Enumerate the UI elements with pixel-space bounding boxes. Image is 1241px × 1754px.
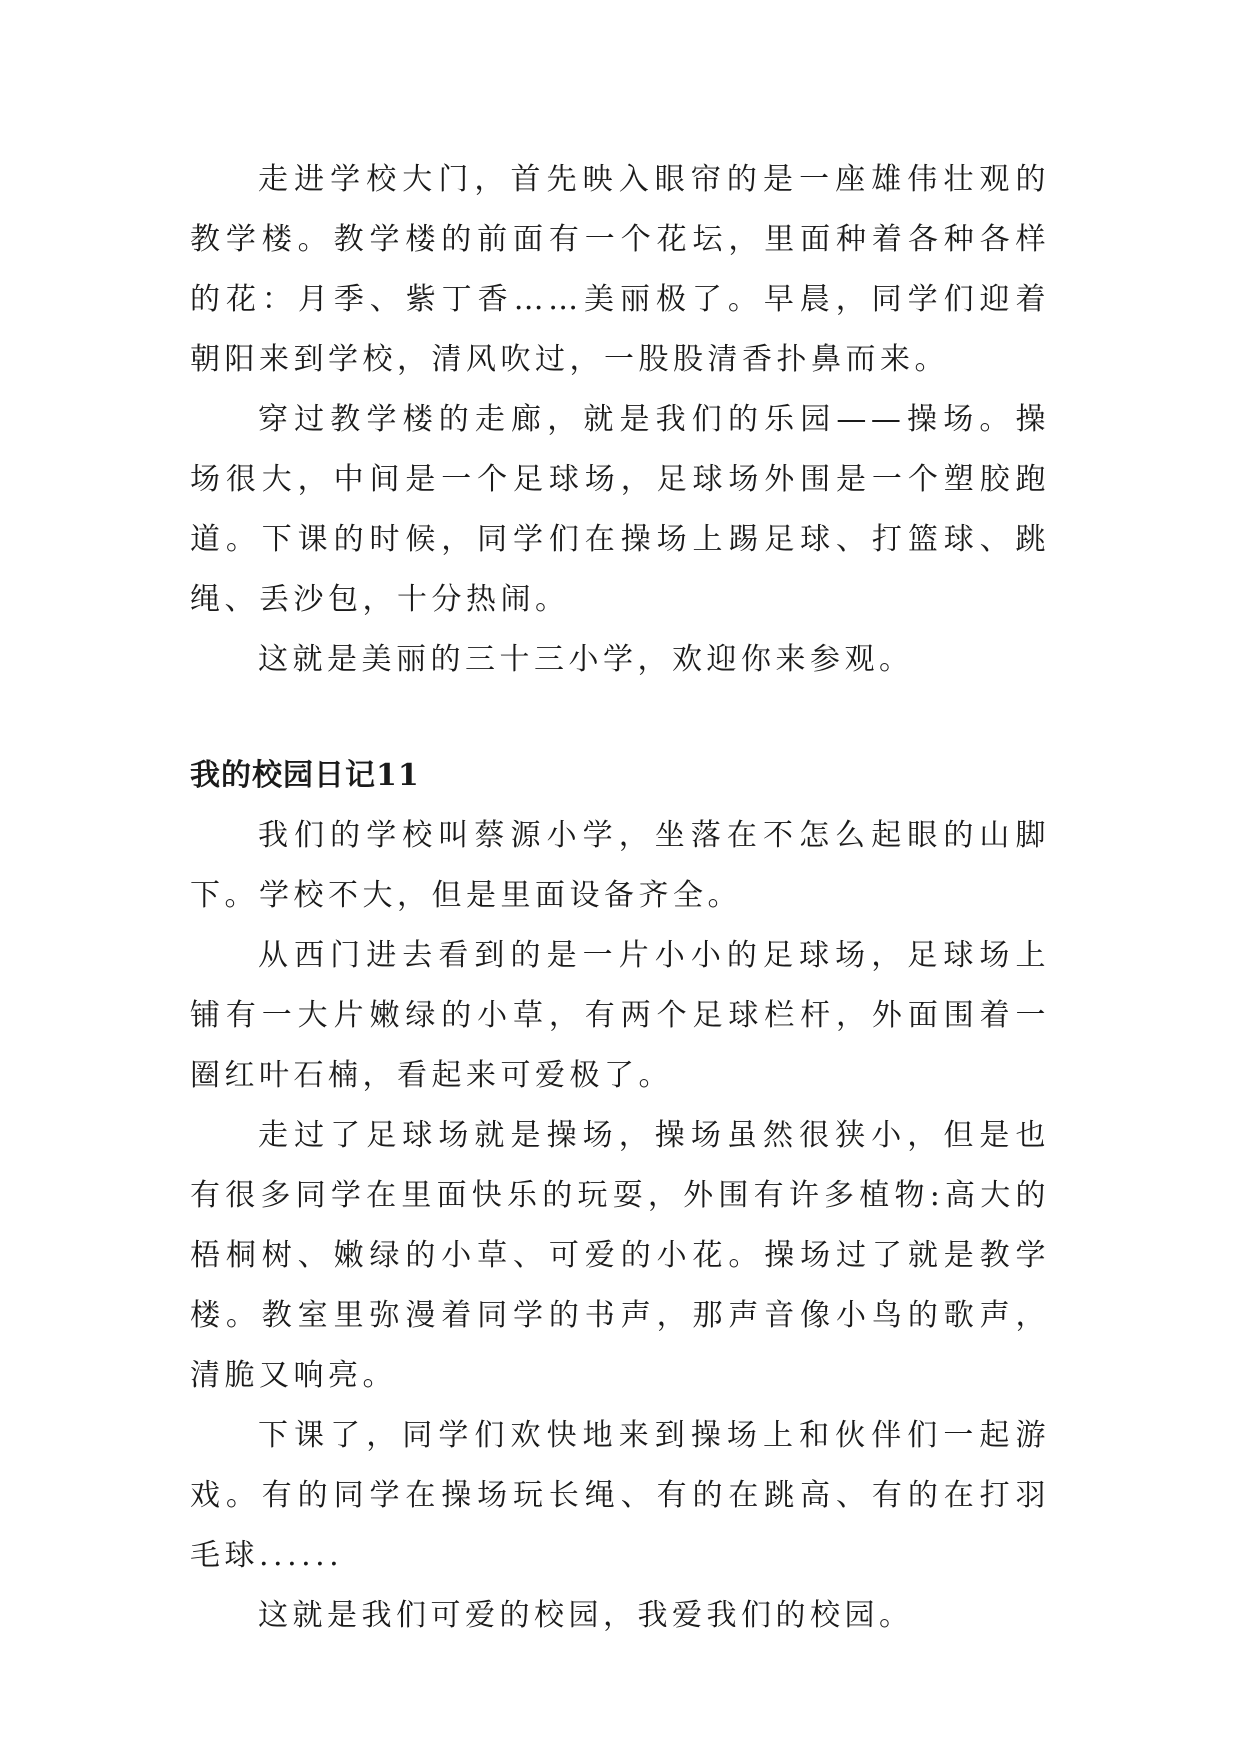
paragraph-school-intro: 我们的学校叫蔡源小学，坐落在不怎么起眼的山脚下。学校不大，但是里面设备齐全。 — [190, 818, 1050, 913]
paragraph-closing: 这就是我们可爱的校园，我爱我们的校园。 — [258, 1598, 914, 1633]
paragraph-welcome: 这就是美丽的三十三小学，欢迎你来参观。 — [258, 642, 914, 677]
section-title: 我的校园日记11 — [190, 758, 420, 793]
paragraph-football-field: 从西门进去看到的是一片小小的足球场，足球场上铺有一大片嫩绿的小草，有两个足球栏杆，外面围着一圈红叶石楠，看起来可爱极了。 — [190, 938, 1050, 1093]
paragraph-school-gate: 走进学校大门，首先映入眼帘的是一座雄伟壮观的教学楼。教学楼的前面有一个花坛，里面种着各种各样的花：月季、紫丁香……美丽极了。早晨，同学们迎着朝阳来到学校，清风吹过，一股股清香扑鼻而来。 — [190, 162, 1050, 377]
paragraph-recess-games: 下课了，同学们欢快地来到操场上和伙伴们一起游戏。有的同学在操场玩长绳、有的在跳高、有的在打羽毛球...... — [190, 1418, 1050, 1573]
paragraph-playground: 穿过教学楼的走廊，就是我们的乐园——操场。操场很大，中间是一个足球场，足球场外围是一个塑胶跑道。下课的时候，同学们在操场上踢足球、打篮球、跳绳、丢沙包，十分热闹。 — [190, 402, 1050, 617]
document-page — [190, 150, 1050, 1646]
paragraph-playground-plants: 走过了足球场就是操场，操场虽然很狭小，但是也有很多同学在里面快乐的玩耍，外围有许多植物:高大的梧桐树、嫩绿的小草、可爱的小花。操场过了就是教学楼。教室里弥漫着同学的书声，那声音像小鸟的歌声，清脆又响亮。 — [190, 1118, 1050, 1393]
